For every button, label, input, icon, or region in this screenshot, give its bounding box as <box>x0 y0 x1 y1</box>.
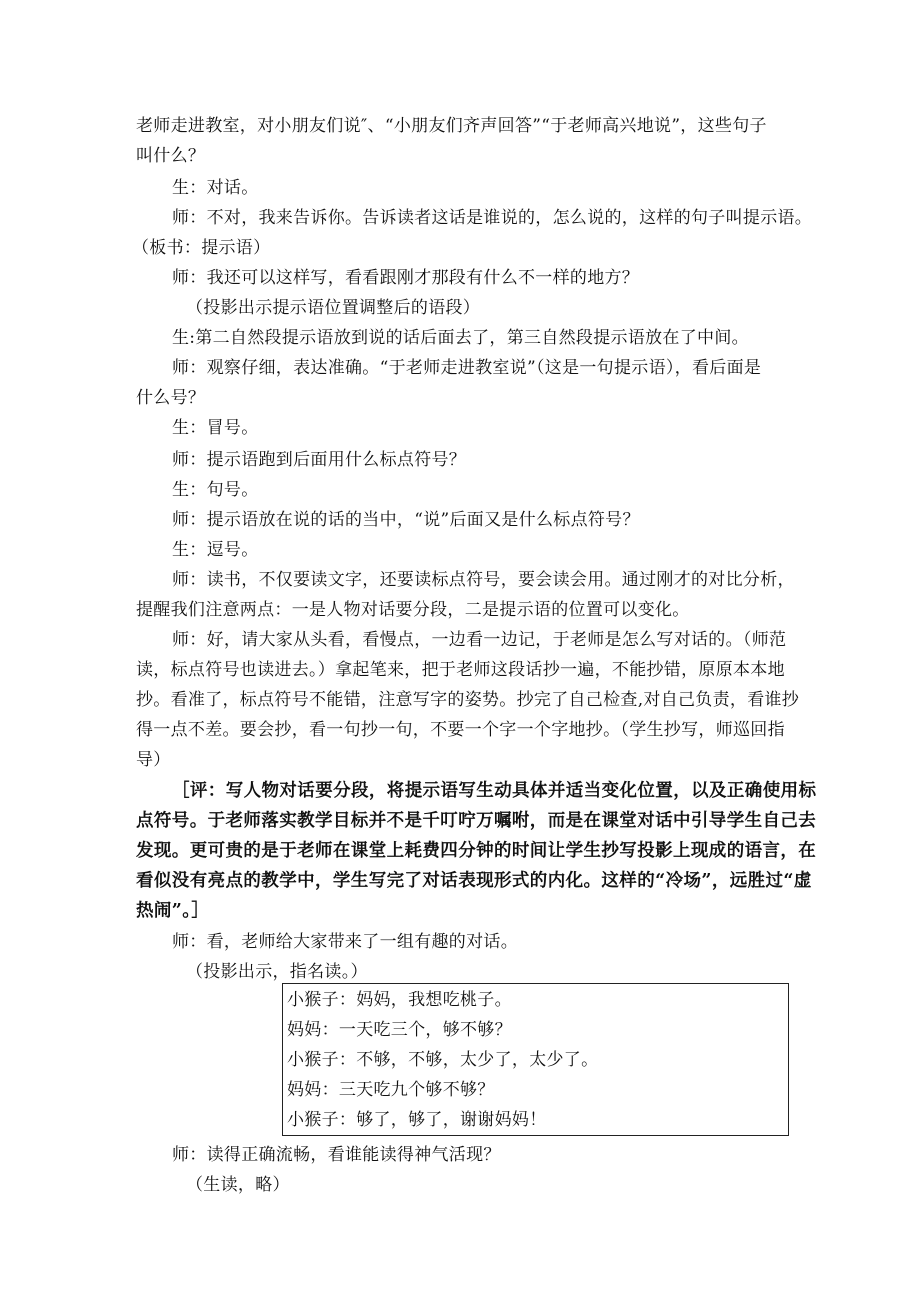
paragraph-line: 老师走进教室，对小朋友们说″、“小朋友们齐声回答”“于老师高兴地说”，这些句子 <box>136 116 767 136</box>
paragraph-line: 师：读书，不仅要读文字，还要读标点符号，要会读会用。通过刚才的对比分析， <box>172 570 795 590</box>
paragraph-line: 什么号？ <box>136 388 206 408</box>
paragraph-line: 抄。看准了，标点符号不能错，注意写字的姿势。抄完了自己检查,对自己负责，看谁抄 <box>136 690 800 710</box>
paragraph-line: 生:第二自然段提示语放到说的话后面去了，第三自然段提示语放在了中间。 <box>172 328 749 348</box>
paragraph-line: （板书：提示语） <box>132 238 271 258</box>
paragraph-line: 师：提示语跑到后面用什么标点符号？ <box>172 450 467 470</box>
paragraph-line: 得一点不差。要会抄，看一句抄一句，不要一个字一个字地抄。（学生抄写，师巡回指 <box>136 720 785 740</box>
paragraph-line: 生：句号。 <box>172 480 259 500</box>
paragraph-line: 生：冒号。 <box>172 418 259 438</box>
paragraph-line: （投影出示提示语位置调整后的语段） <box>186 298 481 318</box>
comment-line: 点符号。于老师落实教学目标并不是千叮咛万嘱咐，而是在课堂对话中引导学生自己去 <box>136 811 817 831</box>
paragraph-line: 师：读得正确流畅，看谁能读得神气活现？ <box>172 1145 501 1165</box>
paragraph-line: 叫什么？ <box>136 146 206 166</box>
paragraph-line: （投影出示，指名读。） <box>186 962 368 982</box>
dialogue-box <box>282 983 789 1136</box>
paragraph-line: 生：逗号。 <box>172 540 259 560</box>
paragraph-line: 师：我还可以这样写，看看跟刚才那段有什么不一样的地方？ <box>172 268 640 288</box>
paragraph-line: 师：看，老师给大家带来了一组有趣的对话。 <box>172 932 518 952</box>
dialogue-line: 小猴子：妈妈，我想吃桃子。 <box>287 990 512 1010</box>
dialogue-line: 小猴子：够了，够了，谢谢妈妈！ <box>287 1110 547 1130</box>
paragraph-line: 师：好，请大家从头看，看慢点，一边看一边记，于老师是怎么写对话的。（师范 <box>172 630 787 650</box>
paragraph-line: 师：提示语放在说的话的当中，“说”后面又是什么标点符号？ <box>172 510 640 530</box>
paragraph-line: 师：不对，我来告诉你。告诉读者这话是谁说的，怎么说的，这样的句子叫提示语。 <box>172 208 813 228</box>
paragraph-line: 读，标点符号也读进去。）拿起笔来，把于老师这段话抄一遍，不能抄错，原原本本地 <box>136 660 785 680</box>
dialogue-line: 小猴子：不够，不够，太少了，太少了。 <box>287 1050 599 1070</box>
paragraph-line: 生：对话。 <box>172 178 259 198</box>
paragraph-line: 师：观察仔细，表达准确。“于老师走进教室说”（这是一句提示语），看后面是 <box>172 358 762 378</box>
comment-line: 热闹”。］ <box>136 901 210 921</box>
dialogue-line: 妈妈：三天吃九个够不够？ <box>287 1080 495 1100</box>
comment-line: ［评：写人物对话要分段，将提示语写生动具体并适当变化位置，以及正确使用标 <box>172 781 817 801</box>
dialogue-line: 妈妈：一天吃三个，够不够？ <box>287 1020 512 1040</box>
paragraph-line: （生读，略） <box>186 1175 290 1195</box>
comment-line: 看似没有亮点的教学中，学生写完了对话表现形式的内化。这样的“冷场”，远胜过“虚 <box>136 871 812 891</box>
comment-line: 发现。更可贵的是于老师在课堂上耗费四分钟的时间让学生抄写投影上现成的语言，在 <box>136 841 817 861</box>
paragraph-line: 导） <box>136 750 171 770</box>
paragraph-line: 提醒我们注意两点：一是人物对话要分段，二是提示语的位置可以变化。 <box>136 600 690 620</box>
